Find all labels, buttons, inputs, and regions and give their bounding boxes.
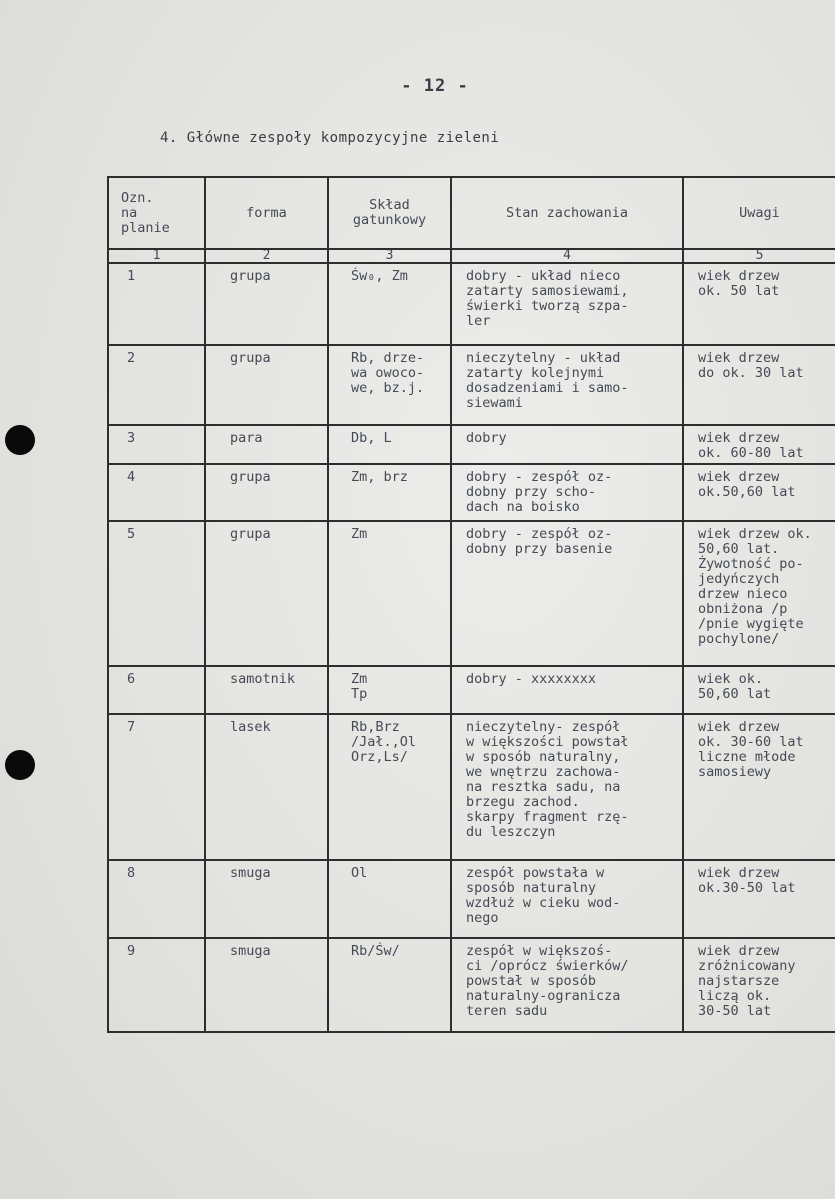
cell-sklad: Zm Tp <box>328 666 451 714</box>
cell-sklad: Zm, brz <box>328 464 451 521</box>
cell-uwagi: wiek ok. 50,60 lat <box>683 666 835 714</box>
cell-stan: dobry - zespół oz- dobny przy basenie <box>451 521 683 666</box>
cell-ozn: 6 <box>108 666 205 714</box>
cell-forma: grupa <box>205 263 328 345</box>
cell-ozn: 7 <box>108 714 205 860</box>
header-uwagi: Uwagi <box>683 177 835 249</box>
cell-forma: smuga <box>205 938 328 1032</box>
cell-ozn: 8 <box>108 860 205 938</box>
table-row <box>108 521 835 666</box>
cell-uwagi: wiek drzew ok. 50,60 lat. Żywotność po- jedyńczych drzew nieco obniżona /p /pnie wygięte pochylone/ <box>683 521 835 666</box>
cell-sklad: Rb,Brz /Jał.,Ol Orz,Ls/ <box>328 714 451 860</box>
column-number: 1 <box>108 249 205 263</box>
table-header-row <box>108 177 835 249</box>
cell-sklad: Rb, drze- wa owoco- we, bz.j. <box>328 345 451 425</box>
green-areas-table <box>107 176 835 1033</box>
cell-sklad: Db, L <box>328 425 451 464</box>
cell-uwagi: wiek drzew do ok. 30 lat <box>683 345 835 425</box>
cell-ozn: 4 <box>108 464 205 521</box>
cell-stan: nieczytelny- zespół w większości powstał w sposób naturalny, we wnętrzu zachowa- na resztka sadu, na brzegu zachod. skarpy fragment rzę- du leszczyn <box>451 714 683 860</box>
cell-stan: dobry - xxxxxxxx <box>451 666 683 714</box>
cell-sklad: Rb/Św/ <box>328 938 451 1032</box>
cell-sklad: Ol <box>328 860 451 938</box>
page-number: - 12 - <box>401 76 469 96</box>
table-row <box>108 464 835 521</box>
punch-hole-top <box>5 425 35 455</box>
cell-uwagi: wiek drzew ok.30-50 lat <box>683 860 835 938</box>
cell-stan: zespół powstała w sposób naturalny wzdłuż w cieku wod- nego <box>451 860 683 938</box>
column-number: 4 <box>451 249 683 263</box>
cell-uwagi: wiek drzew ok. 50 lat <box>683 263 835 345</box>
cell-stan: nieczytelny - układ zatarty kolejnymi dosadzeniami i samo- siewami <box>451 345 683 425</box>
header-forma: forma <box>205 177 328 249</box>
cell-ozn: 2 <box>108 345 205 425</box>
cell-forma: grupa <box>205 521 328 666</box>
cell-stan: dobry <box>451 425 683 464</box>
cell-stan: dobry - układ nieco zatarty samosiewami, świerki tworzą szpa- ler <box>451 263 683 345</box>
cell-sklad: Zm <box>328 521 451 666</box>
table-body <box>108 263 835 1032</box>
table-row <box>108 860 835 938</box>
table-row <box>108 425 835 464</box>
cell-ozn: 5 <box>108 521 205 666</box>
section-title: 4. Główne zespoły kompozycyjne zieleni <box>160 130 500 146</box>
cell-uwagi: wiek drzew zróżnicowany najstarsze liczą ok. 30-50 lat <box>683 938 835 1032</box>
cell-uwagi: wiek drzew ok. 60-80 lat <box>683 425 835 464</box>
cell-forma: smuga <box>205 860 328 938</box>
column-number: 5 <box>683 249 835 263</box>
table-row <box>108 666 835 714</box>
cell-forma: samotnik <box>205 666 328 714</box>
cell-uwagi: wiek drzew ok. 30-60 lat liczne młode samosiewy <box>683 714 835 860</box>
cell-stan: dobry - zespół oz- dobny przy scho- dach na boisko <box>451 464 683 521</box>
cell-ozn: 9 <box>108 938 205 1032</box>
column-number: 2 <box>205 249 328 263</box>
column-number-row <box>108 249 835 263</box>
column-number: 3 <box>328 249 451 263</box>
header-stan: Stan zachowania <box>451 177 683 249</box>
header-sklad: Skład gatunkowy <box>328 177 451 249</box>
header-ozn: Ozn. na planie <box>108 177 205 249</box>
table-row <box>108 938 835 1032</box>
cell-sklad: Św₀, Zm <box>328 263 451 345</box>
cell-forma: grupa <box>205 464 328 521</box>
table-row <box>108 714 835 860</box>
cell-stan: zespół w większoś- ci /oprócz świerków/ powstał w sposób naturalny-ogranicza teren sadu <box>451 938 683 1032</box>
cell-forma: grupa <box>205 345 328 425</box>
cell-uwagi: wiek drzew ok.50,60 lat <box>683 464 835 521</box>
table-row <box>108 345 835 425</box>
cell-ozn: 1 <box>108 263 205 345</box>
cell-forma: para <box>205 425 328 464</box>
table-row <box>108 263 835 345</box>
punch-hole-bottom <box>5 750 35 780</box>
cell-forma: lasek <box>205 714 328 860</box>
cell-ozn: 3 <box>108 425 205 464</box>
